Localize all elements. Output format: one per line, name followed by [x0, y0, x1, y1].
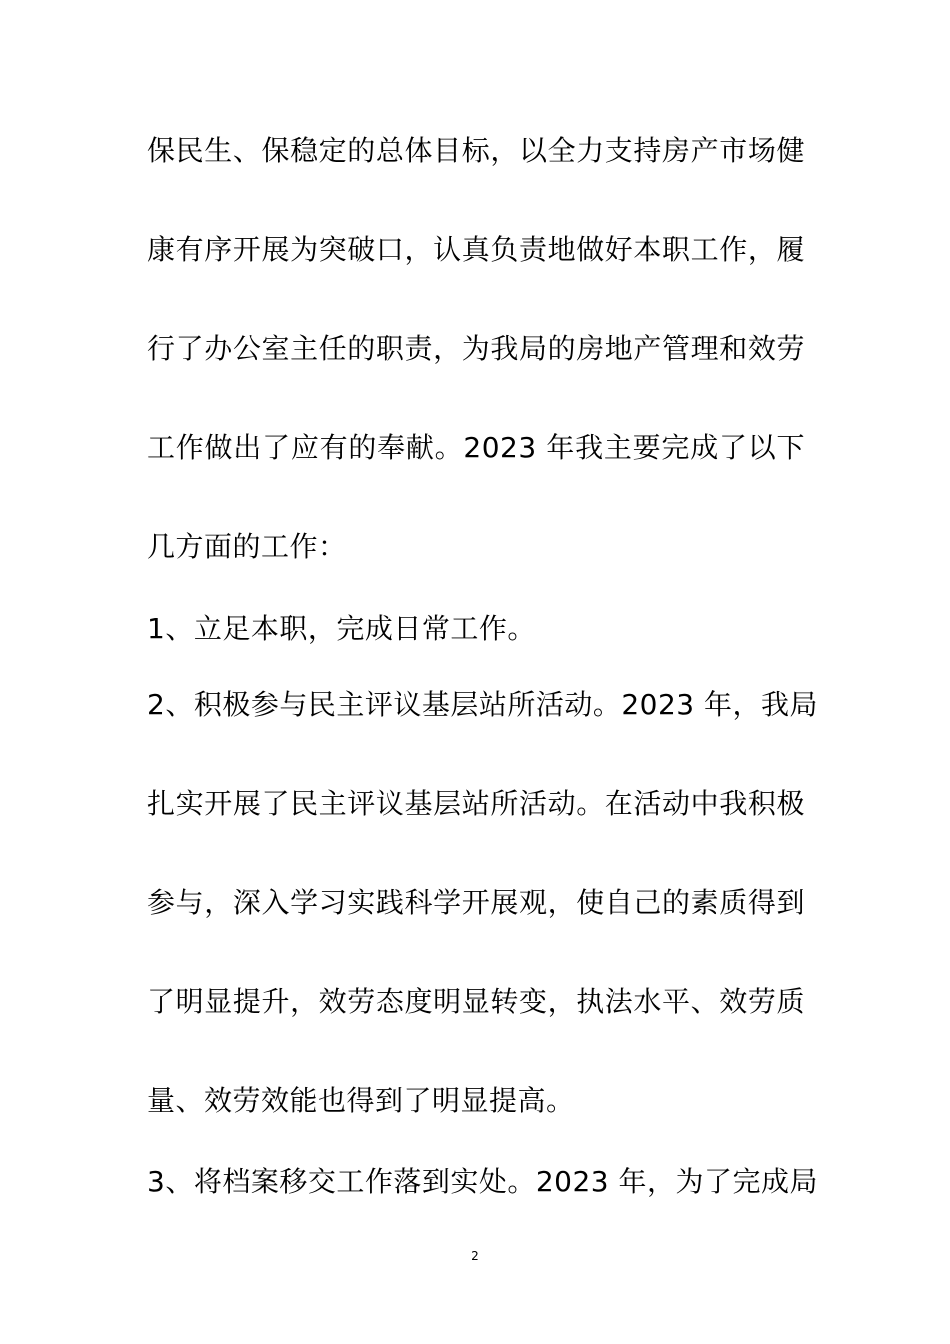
paragraph-line-3: 行了办公室主任的职责，为我局的房地产管理和效劳 [147, 332, 805, 365]
list-item-2-line-1: 2、积极参与民主评议基层站所活动。2023 年，我局 [147, 688, 818, 721]
list-item-2-line-4: 了明显提升，效劳态度明显转变，执法水平、效劳质 [147, 985, 805, 1018]
paragraph-line-5: 几方面的工作： [147, 530, 347, 563]
list-item-2-line-2: 扎实开展了民主评议基层站所活动。在活动中我积极 [147, 787, 805, 820]
list-item-3-line-1: 3、将档案移交工作落到实处。2023 年，为了完成局 [147, 1165, 818, 1198]
paragraph-line-4: 工作做出了应有的奉献。2023 年我主要完成了以下 [147, 431, 805, 464]
list-item-2-line-3: 参与，深入学习实践科学开展观，使自己的素质得到 [147, 886, 805, 919]
page-number: 2 [471, 1249, 479, 1263]
list-item-2-line-5: 量、效劳效能也得到了明显提高。 [147, 1084, 575, 1117]
list-item-1: 1、立足本职，完成日常工作。 [147, 612, 536, 645]
paragraph-line-2: 康有序开展为突破口，认真负责地做好本职工作，履 [147, 233, 805, 266]
paragraph-line-1: 保民生、保稳定的总体目标，以全力支持房产市场健 [147, 134, 805, 167]
